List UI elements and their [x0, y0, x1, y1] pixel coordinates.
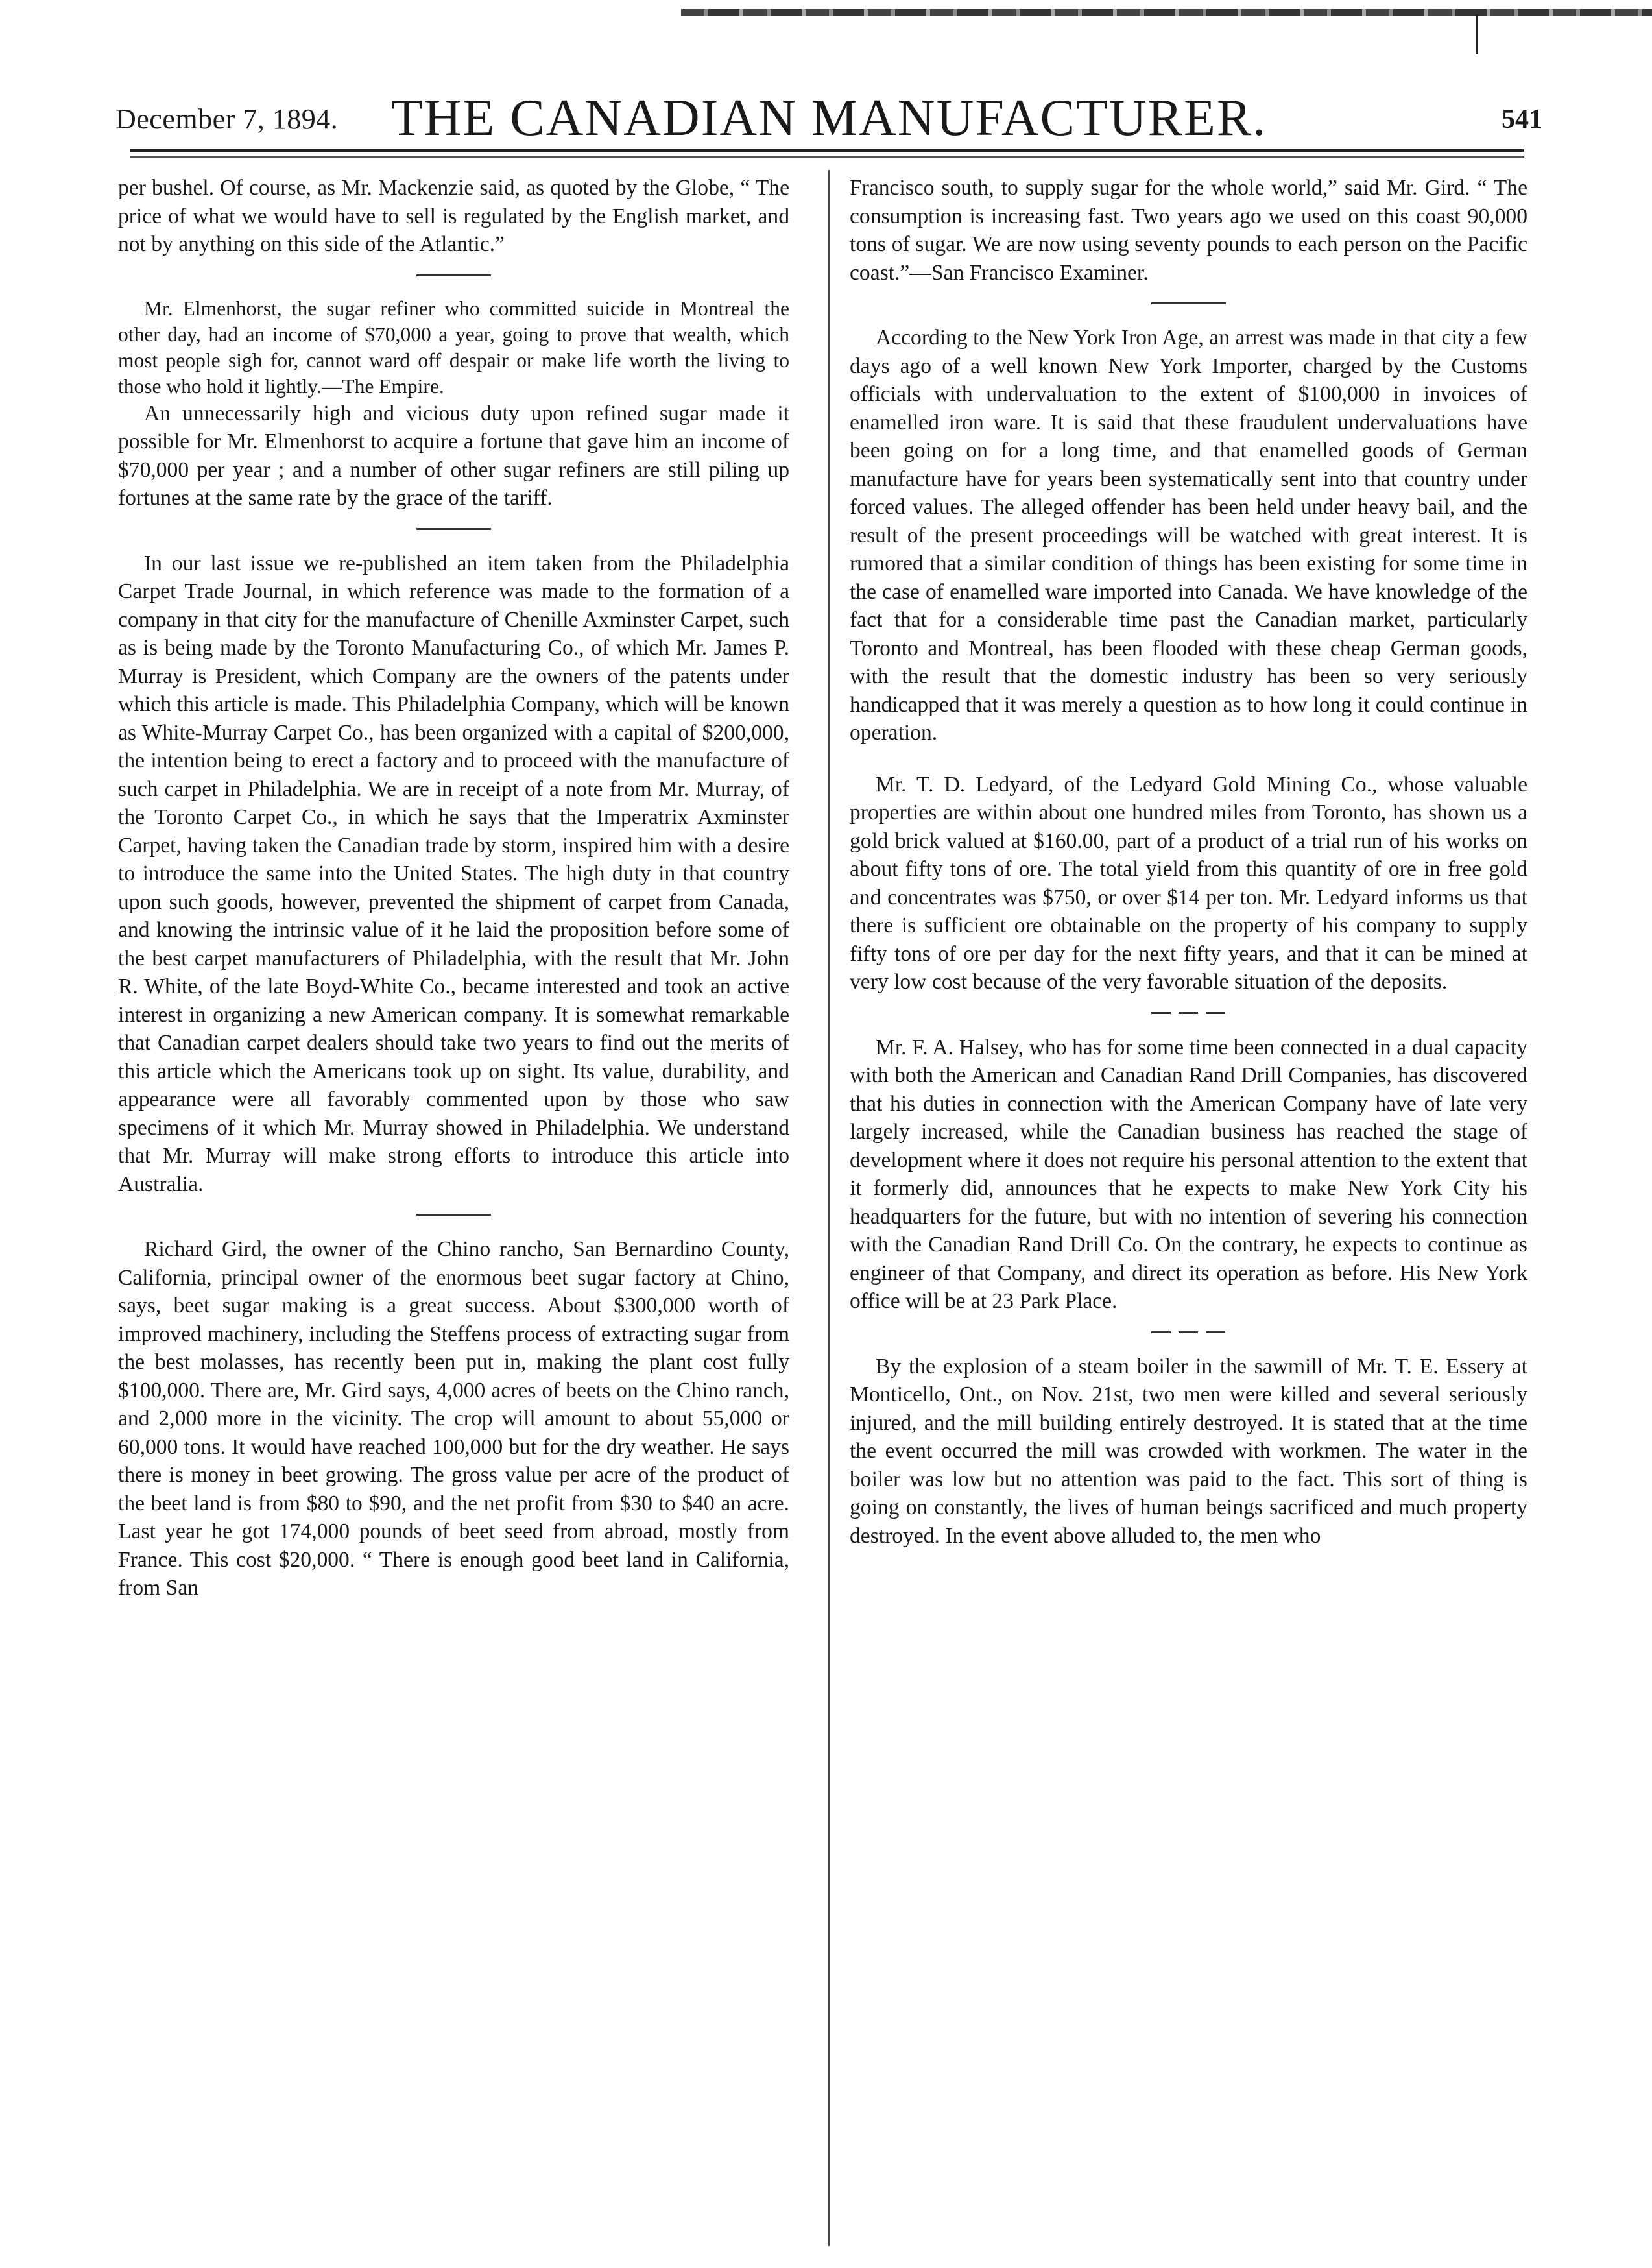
- left-column: [118, 174, 789, 1602]
- article-paragraph: In our last issue we re-published an item taken from the Philadelphia Carpet Trade Journal, in which reference was made to the formation of a company in that city for the manufacture of Chenille Axminster Carpet, such as is being made by the Toronto Manufacturing Co., of which Mr. James P. Murray is President, which Company are the owners of the patents under which this article is made. This Philadelphia Company, which will be known as White-Murray Carpet Co., has been organized with a capital of $200,000, the intention being to erect a factory and to proceed with the manufacture of such carpet in Philadelphia. We are in receipt of a note from Mr. Murray, of the Toronto Carpet Co., in which he says that the Imperatrix Axminster Carpet, having taken the Canadian trade by storm, inspired him with a desire to introduce the same into the United States. The high duty in that country upon such goods, however, prevented the shipment of carpet from Canada, and knowing the intrinsic value of it he laid the proposition before some of the best carpet manufacturers of Philadelphia, with the result that Mr. John R. White, of the late Boyd-White Co., became interested and took an active interest in organizing a new American company. It is somewhat remarkable that Canadian carpet dealers should take two years to find out the merits of this article which the Americans took up on sight. Its value, durability, and appearance were all favorably commented upon by those who saw specimens of it which Mr. Murray showed in Philadelphia. We understand that Mr. Murray will make strong efforts to introduce this article into Australia.: [118, 551, 789, 1196]
- article-gap: [850, 747, 1527, 771]
- article-paragraph: per bushel. Of course, as Mr. Mackenzie said, as quoted by the Globe, “ The price of what we would have to sell is regulated by the English market, and not by anything on this side of the Atlantic.”: [118, 176, 789, 256]
- right-column: [850, 174, 1527, 1550]
- article-separator: [1151, 1331, 1226, 1333]
- column-divider: [828, 170, 830, 2246]
- article-paragraph: Mr. Elmenhorst, the sugar refiner who committed suicide in Montreal the other day, had an income of $70,000 a year, going to prove that wealth, which most people sigh for, cannot ward off despair or make life worth the living to those who hold it lightly.—The Empire.: [118, 296, 789, 398]
- page-header: [115, 90, 1542, 147]
- article-separator: [416, 1214, 491, 1216]
- scan-artifact-bar: [681, 9, 1652, 16]
- article-paragraph: Mr. T. D. Ledyard, of the Ledyard Gold Mining Co., whose valuable properties are within about one hundred miles from Toronto, has shown us a gold brick valued at $160.00, part of a product of a trial run of his works on about fifty tons of ore. The total yield from this quantity of ore in free gold and concentrates was $750, or over $14 per ton. Mr. Ledyard informs us that there is sufficient ore obtainable on the property of his company to supply fifty tons of ore per day for the next fifty years, and that it can be mined at very low cost because of the very favorable situation of the deposits.: [850, 772, 1527, 994]
- header-rule-top: [130, 149, 1524, 152]
- article-separator: [1151, 302, 1226, 304]
- article-paragraph: Mr. F. A. Halsey, who has for some time been connected in a dual capacity with both the American and Canadian Rand Drill Companies, has discovered that his duties in connection with the American Company have of late very largely increased, while the Canadian business has reached the stage of development where it does not require his personal attention to the extent that it formerly did, announces that he expects to make New York City his headquarters for the future, but with no intention of severing his connection with the Canadian Rand Drill Co. On the contrary, he expects to continue as engineer of that Company, and direct its operation as before. His New York office will be at 23 Park Place.: [850, 1035, 1527, 1313]
- article-paragraph: Richard Gird, the owner of the Chino rancho, San Bernardino County, California, principal owner of the enormous beet sugar factory at Chino, says, beet sugar making is a great success. About $300,000 worth of improved machinery, including the Steffens process of extracting sugar from the best molasses, has recently been put in, making the plant cost fully $100,000. There are, Mr. Gird says, 4,000 acres of beets on the Chino ranch, and 2,000 more in the vicinity. The crop will amount to about 55,000 or 60,000 tons. It would have reached 100,000 but for the dry weather. He says there is money in beet growing. The gross value per acre of the product of the beet land is from $80 to $90, and the net profit from $30 to $40 an acre. Last year he got 174,000 pounds of beet seed from abroad, mostly from France. This cost $20,000. “ There is enough good beet land in California, from San: [118, 1237, 789, 1600]
- header-rule-bottom: [130, 156, 1524, 158]
- page-number: 541: [1502, 104, 1542, 134]
- publication-title: THE CANADIAN MANUFACTURER.: [390, 90, 1267, 147]
- article-separator: [416, 274, 491, 276]
- article-separator: [1151, 1012, 1226, 1014]
- issue-date: December 7, 1894.: [115, 103, 339, 135]
- article-paragraph: By the explosion of a steam boiler in the sawmill of Mr. T. E. Essery at Monticello, Ont., on Nov. 21st, two men were killed and several seriously injured, and the mill building entirely destroyed. It is stated that at the time the event occurred the mill was crowded with workmen. The water in the boiler was low but no attention was paid to the fact. This sort of thing is going on constantly, the lives of human beings sacrificed and much property destroyed. In the event above alluded to, the men who: [850, 1354, 1527, 1548]
- article-paragraph: According to the New York Iron Age, an arrest was made in that city a few days ago of a well known New York Importer, charged by the Customs officials with undervaluation to the extent of $100,000 in invoices of enamelled iron ware. It is said that these fraudulent undervaluations have been going on for a long time, and that enamelled goods of German manufacture have for years been systematically sent into that country under forced values. The alleged offender has been held under heavy bail, and the result of the present proceedings will be watched with great interest. It is rumored that a similar condition of things has been existing for some time in the case of enamelled ware imported into Canada. We have knowledge of the fact that for a considerable time past the Canadian market, particularly Toronto and Montreal, has been flooded with these cheap German goods, with the result that the domestic industry has been so very seriously handicapped that it was merely a question as to how long it could continue in operation.: [850, 326, 1527, 745]
- article-separator: [416, 528, 491, 530]
- article-paragraph: An unnecessarily high and vicious duty upon refined sugar made it possible for Mr. Elmenhorst to acquire a fortune that gave him an income of $70,000 per year ; and a number of other sugar refiners are still piling up fortunes at the same rate by the grace of the tariff.: [118, 401, 789, 510]
- scan-artifact-tick: [1476, 14, 1478, 54]
- article-paragraph: Francisco south, to supply sugar for the whole world,” said Mr. Gird. “ The consumption is increasing fast. Two years ago we used on this coast 90,000 tons of sugar. We are now using seventy pounds to each person on the Pacific coast.”—San Francisco Examiner.: [850, 176, 1527, 285]
